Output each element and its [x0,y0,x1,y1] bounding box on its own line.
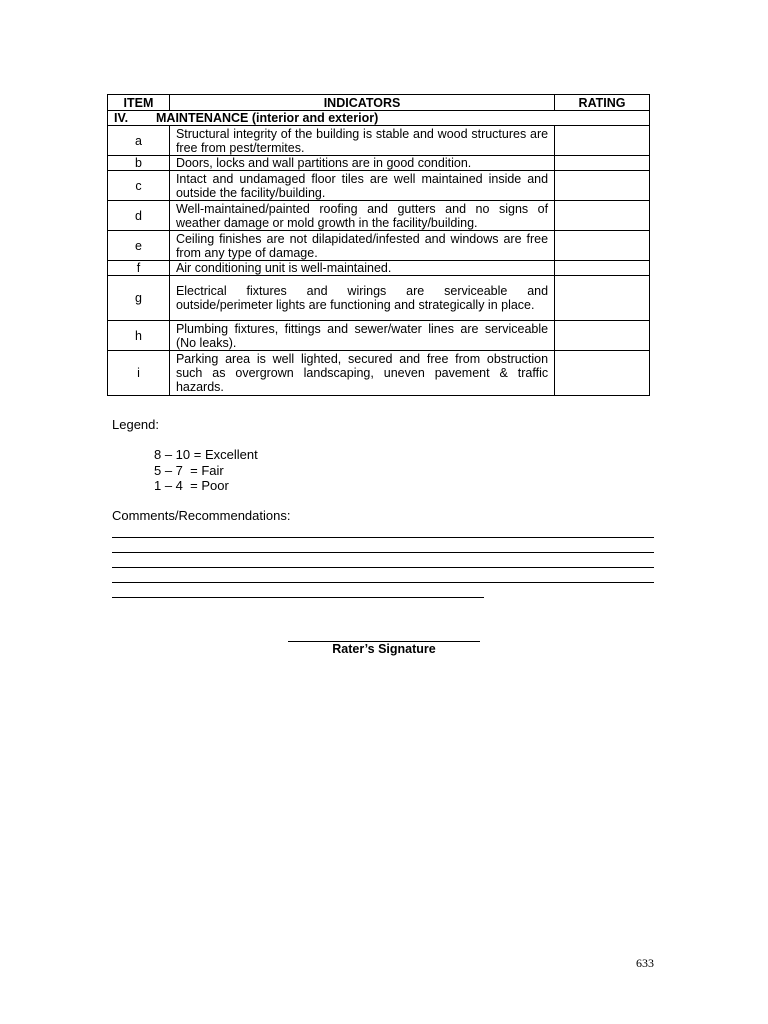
rating-cell[interactable] [555,351,650,396]
rating-cell[interactable] [555,171,650,201]
item-cell: e [108,231,170,261]
rating-cell[interactable] [555,126,650,156]
table-row [108,201,650,231]
header-rating: RATING [555,95,650,111]
item-cell: h [108,321,170,351]
indicator-cell: Intact and undamaged floor tiles are well maintained inside and outside the facility/building. [169,171,554,201]
page-number: 633 [636,956,654,970]
comment-line[interactable] [112,537,654,538]
item-cell: a [108,126,170,156]
table-row [108,351,650,396]
indicator-cell: Parking area is well lighted, secured and free from obstruction such as overgrown landscaping, uneven pavement & traffic hazards. [169,351,554,396]
table-row [108,156,650,171]
item-cell: g [108,276,170,321]
maintenance-rating-table [107,94,650,396]
comments-title: Comments/Recommendations: [112,508,291,523]
rating-cell[interactable] [555,321,650,351]
section-heading [108,111,650,126]
legend-list [154,447,258,494]
table-header-row [108,95,650,111]
legend-item-excellent: 8 – 10 = Excellent [154,447,258,462]
table-row [108,276,650,321]
indicator-cell: Ceiling finishes are not dilapidated/infested and windows are free from any type of damage. [169,231,554,261]
indicator-cell: Doors, locks and wall partitions are in good condition. [169,156,554,171]
item-cell: c [108,171,170,201]
table-row [108,261,650,276]
item-cell: f [108,261,170,276]
indicator-cell: Electrical fixtures and wirings are serviceable and outside/perimeter lights are functioning and strategically in place. [169,276,554,321]
item-cell: d [108,201,170,231]
header-indicators: INDICATORS [169,95,554,111]
table-row [108,321,650,351]
legend-item-fair: 5 – 7 = Fair [154,462,224,478]
item-cell: i [108,351,170,396]
rating-cell[interactable] [555,261,650,276]
indicator-cell: Structural integrity of the building is stable and wood structures are free from pest/termites. [169,126,554,156]
indicator-cell: Well-maintained/painted roofing and gutters and no signs of weather damage or mold growth in the facility/building. [169,201,554,231]
legend-title: Legend: [112,417,159,432]
rating-cell[interactable] [555,231,650,261]
indicator-cell: Plumbing fixtures, fittings and sewer/water lines are serviceable (No leaks). [169,321,554,351]
table-row [108,231,650,261]
comment-line[interactable] [112,582,654,583]
section-title: MAINTENANCE (interior and exterior) [156,111,379,125]
legend-item-poor: 1 – 4 = Poor [154,478,229,493]
header-item: ITEM [108,95,170,111]
rater-signature-label: Rater’s Signature [332,642,436,656]
comment-line[interactable] [112,567,654,568]
comment-line[interactable] [112,552,654,553]
table-row [108,171,650,201]
indicator-cell: Air conditioning unit is well-maintained. [169,261,554,276]
comment-line[interactable] [112,597,484,598]
table-row [108,126,650,156]
item-cell: b [108,156,170,171]
rating-cell[interactable] [555,156,650,171]
rating-cell[interactable] [555,276,650,321]
rating-cell[interactable] [555,201,650,231]
section-row [108,111,650,126]
section-number: IV. [114,111,129,125]
